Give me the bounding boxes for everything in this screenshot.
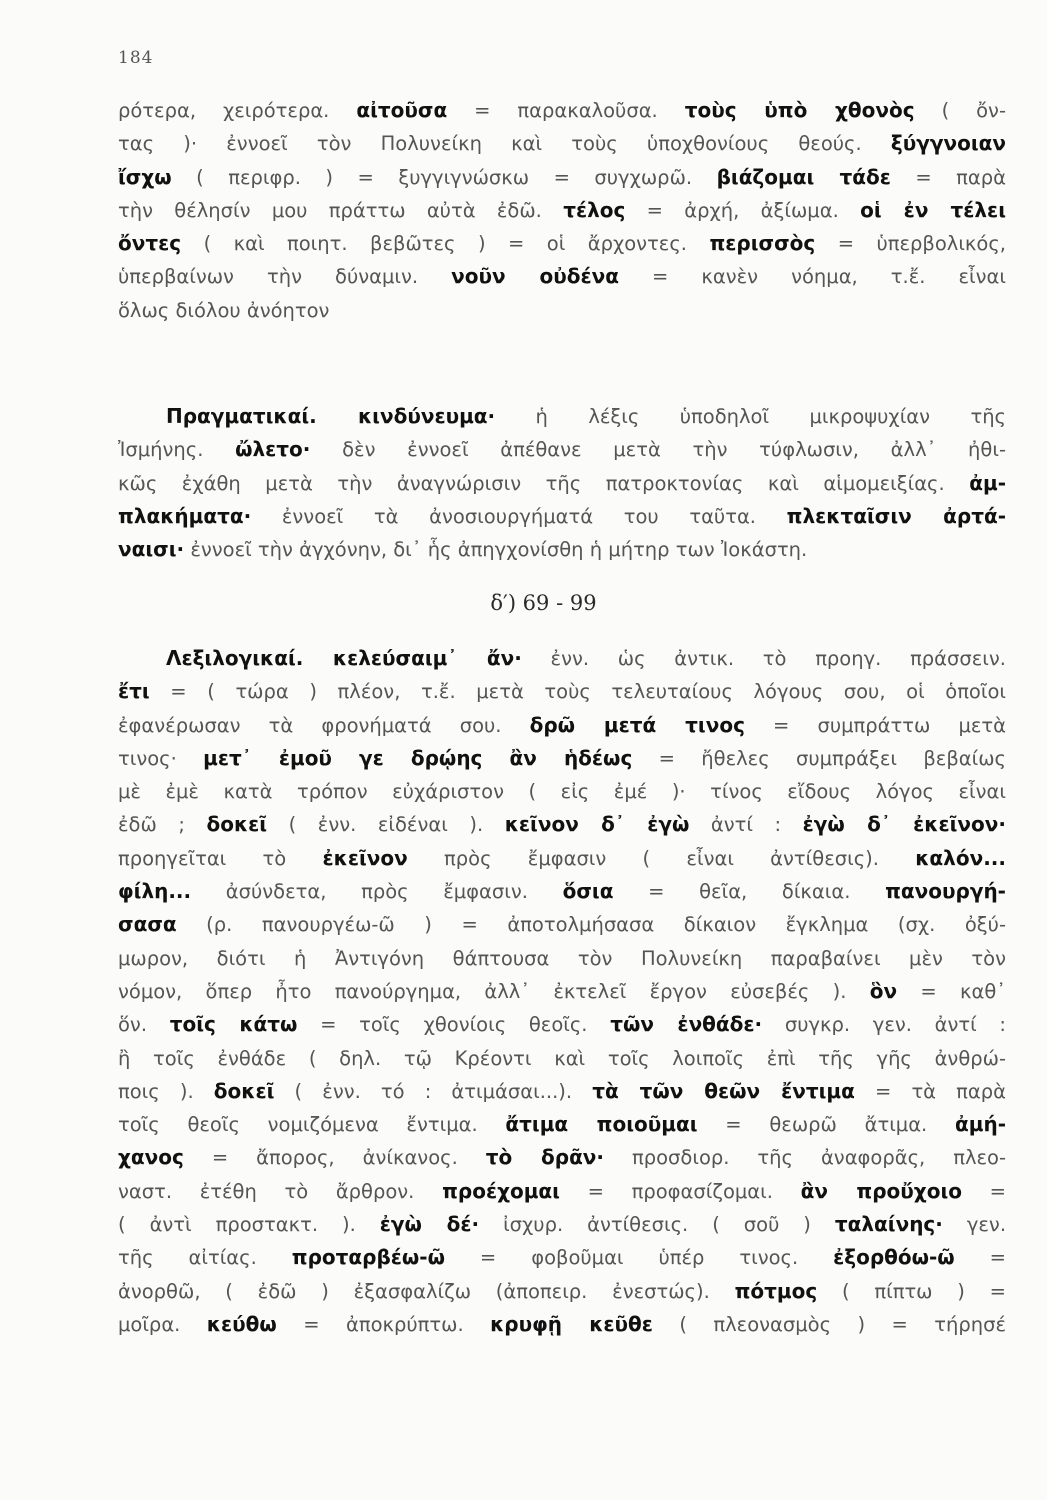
headword: τῶν ἐνθάδε· (610, 1012, 763, 1037)
headword: ξύγγνοιαν (890, 131, 1006, 156)
gloss-text: = ἀποκρύπτω. (276, 1312, 491, 1336)
gloss-text: (ρ. πανουργέω-ῶ ) = ἀποτολμήσασα δίκαιον ἔγκλημα (σχ. ὀξύ- (176, 913, 1006, 937)
text-line (118, 842, 1006, 875)
headword: δοκεῖ (206, 812, 268, 837)
text-block-2 (118, 400, 1006, 566)
text-line (118, 500, 1006, 533)
text-line (118, 260, 1006, 293)
headword: ἔτι (118, 679, 150, 704)
text-line (118, 675, 1006, 708)
gloss-text: = (954, 1246, 1006, 1270)
text-line (118, 194, 1006, 227)
text-line (118, 467, 1006, 500)
headword: τὸ δρᾶν· (485, 1145, 605, 1170)
headword: ὃν (869, 978, 898, 1003)
text-line (118, 1241, 1006, 1274)
gloss-text: τὴν θέλησίν μου πράττω αὐτὰ ἐδῶ. (118, 198, 564, 222)
gloss-text: τῆς αἰτίας. (118, 1246, 292, 1270)
gloss-text: ἀνορθῶ, ( ἐδῶ ) ἐξασφαλίζω (ἀποπειρ. ἐνεστώς). (118, 1279, 735, 1303)
headword: μετ᾽ ἐμοῦ γε δρῴης ἂν ἡδέως (203, 745, 633, 770)
headword: ἐγὼ δέ· (379, 1212, 480, 1237)
gloss-text: ἐδῶ ; (118, 813, 207, 837)
text-line (118, 1108, 1006, 1141)
gloss-text: δὲν ἐννοεῖ ἀπέθανε μετὰ τὴν τύφλωσιν, ἀλλ᾽ ἠθι- (310, 438, 1006, 462)
text-line (118, 775, 1006, 808)
text-line (118, 1175, 1006, 1208)
gloss-text: συγκρ. γεν. ἀντί : (762, 1013, 1006, 1037)
headword: πλακήματα· (118, 503, 252, 528)
headword: πλεκταῖσιν ἀρτά- (786, 503, 1007, 528)
text-line (118, 94, 1006, 127)
text-line (118, 908, 1006, 941)
headword: ἂν προὔχοιο (800, 1178, 962, 1203)
gloss-text: μοῖρα. (118, 1312, 207, 1336)
gloss-text: ἰσχυρ. ἀντίθεσις. ( σοῦ ) (479, 1213, 835, 1237)
text-line (118, 1308, 1006, 1341)
gloss-text: ( ἀντὶ προστακτ. ). (118, 1213, 380, 1237)
gloss-text: = φοβοῦμαι ὑπέρ τινος. (444, 1246, 834, 1270)
gloss-text: ἐνν. ὡς ἀντικ. τὸ προηγ. πράσσειν. (521, 647, 1006, 670)
gloss-text: = παρὰ (890, 165, 1007, 189)
headword: ναισι· (118, 537, 185, 562)
gloss-text: ἐφανέρωσαν τὰ φρονήματά σου. (118, 713, 530, 737)
headword: ταλαίνης· (834, 1212, 943, 1237)
gloss-text: προσδιορ. τῆς ἀναφορᾶς, πλεο- (604, 1146, 1006, 1170)
text-line (118, 127, 1006, 160)
headword: κεύθω (206, 1311, 277, 1336)
headword: τοὺς ὑπὸ χθονὸς (684, 98, 915, 122)
headword: Λεξιλογικαί. κελεύσαιμ᾽ ἄν· (166, 646, 522, 670)
headword: πανουργή- (885, 879, 1006, 904)
text-block-3 (118, 642, 1006, 1341)
gloss-text: ( πλεονασμὸς ) = τήρησέ (652, 1312, 1006, 1336)
headword: οἱ ἐν τέλει (860, 197, 1006, 222)
gloss-text: ( ἐνν. εἰδέναι ). (267, 813, 505, 837)
text-line (118, 400, 1006, 433)
text-block-1 (118, 94, 1006, 327)
gloss-text: γεν. (942, 1213, 1007, 1237)
gloss-text: ὅν. (118, 1013, 170, 1037)
headword: ἐκεῖνον (322, 845, 408, 870)
gloss-text: ( πίπτω ) = (817, 1279, 1006, 1303)
headword: ὤλετο· (235, 437, 311, 462)
headword: ἐγὼ δ᾽ ἐκεῖνον· (802, 812, 1006, 837)
headword: βιάζομαι τάδε (716, 164, 891, 189)
headword: αἰτοῦσα (356, 98, 448, 122)
text-line (118, 227, 1006, 260)
gloss-text: νόμον, ὅπερ ἦτο πανούργημα, ἀλλ᾽ ἐκτελεῖ ἔργον εὐσεβές ). (118, 979, 870, 1003)
gloss-text: ὑπερβαίνων τὴν δύναμιν. (118, 265, 452, 289)
gloss-text: μωρον, διότι ἡ Ἀντιγόνη θάπτουσα τὸν Πολυνείκη παραβαίνει μὲν τὸν (118, 946, 1006, 970)
gloss-text: ἀντί : (689, 813, 803, 837)
headword: κρυφῇ κεῦθε (490, 1311, 653, 1336)
gloss-text: ( περιφρ. ) = ξυγγιγνώσκω = συγχωρῶ. (171, 165, 717, 189)
section-heading: δ′) 69 - 99 (490, 591, 597, 615)
text-line (118, 875, 1006, 908)
text-line (118, 294, 1006, 327)
gloss-text: ρότερα, χειρότερα. (118, 99, 357, 122)
headword: ἄτιμα ποιοῦμαι (505, 1112, 698, 1137)
headword: Πραγματικαί. κινδύνευμα· (166, 404, 496, 428)
gloss-text: ποις ). (118, 1079, 214, 1103)
headword: πότμος (734, 1278, 818, 1303)
text-line (118, 161, 1006, 194)
gloss-text: ἡ λέξις ὑποδηλοῖ μικροψυχίαν τῆς (495, 405, 1006, 428)
text-line (118, 433, 1006, 466)
headword: προταρβέω-ῶ (291, 1245, 445, 1270)
gloss-text: = θεωρῶ ἄτιμα. (697, 1113, 955, 1137)
gloss-text: μὲ ἐμὲ κατὰ τρόπον εὐχάριστον ( εἰς ἐμέ )· τίνος εἴδους λόγος εἶναι (118, 780, 1006, 804)
text-line (118, 1275, 1006, 1308)
gloss-text: = τὰ παρὰ (854, 1079, 1006, 1103)
headword: δοκεῖ (213, 1078, 275, 1103)
gloss-text: ἢ τοῖς ἐνθάδε ( δηλ. τῷ Κρέοντι καὶ τοῖς λοιποῖς ἐπὶ τῆς γῆς ἀνθρώ- (118, 1046, 1006, 1070)
gloss-text: τοῖς θεοῖς νομιζόμενα ἔντιμα. (118, 1113, 506, 1137)
text-line (118, 1008, 1006, 1041)
gloss-text: πρὸς ἔμφασιν ( εἶναι ἀντίθεσις). (407, 846, 916, 870)
headword: ἴσχω (118, 164, 172, 189)
headword: ἀμ- (969, 470, 1006, 495)
gloss-text: ( καὶ ποιητ. βεβῶτες ) = οἱ ἄρχοντες. (181, 232, 710, 256)
headword: σασα (118, 912, 177, 937)
gloss-text: = ἤθελες συμπράξει βεβαίως (632, 746, 1006, 770)
headword: ὅσια (562, 879, 614, 904)
gloss-text: ( ἐνν. τό : ἀτιμάσαι...). (274, 1079, 593, 1103)
headword: δρῶ μετά τινος (529, 712, 745, 737)
gloss-text: = προφασίζομαι. (559, 1179, 801, 1203)
headword: ἐξορθόω-ῶ (833, 1245, 955, 1270)
headword: χανος (118, 1145, 184, 1170)
headword: κεῖνον δ᾽ ἐγὼ (504, 812, 690, 837)
gloss-text: = ἀρχή, ἀξίωμα. (625, 198, 861, 222)
gloss-text: τας )· ἐννοεῖ τὸν Πολυνείκη καὶ τοὺς ὑποχθονίους θεούς. (118, 132, 891, 156)
headword: τὰ τῶν θεῶν ἔντιμα (592, 1078, 855, 1103)
text-line (118, 533, 1006, 566)
gloss-text: = ἄπορος, ἀνίκανος. (183, 1146, 486, 1170)
gloss-text: ὅλως διόλου ἀνόητον (118, 298, 330, 322)
headword: ἀμή- (955, 1112, 1006, 1137)
text-line (118, 1141, 1006, 1174)
gloss-text: Ἰσμήνης. (118, 438, 236, 462)
gloss-text: προηγεῖται τὸ (118, 846, 323, 870)
headword: περισσὸς (709, 231, 816, 256)
gloss-text: = κανὲν νόημα, τ.ἔ. εἶναι (618, 265, 1007, 289)
gloss-text: = παρακαλοῦσα. (447, 99, 685, 122)
gloss-text: = καθ᾽ (897, 979, 1006, 1003)
headword: προέχομαι (442, 1178, 560, 1203)
headword: τέλος (563, 197, 626, 222)
gloss-text: ἐννοεῖ τὰ ἀνοσιουργήματά του ταῦτα. (251, 504, 787, 528)
headword: νοῦν οὐδένα (451, 264, 619, 289)
gloss-text: τινος· (118, 746, 204, 770)
text-line (118, 975, 1006, 1008)
gloss-text: ναστ. ἐτέθη τὸ ἄρθρον. (118, 1179, 443, 1203)
headword: ὄντες (118, 231, 182, 256)
gloss-text: = (961, 1179, 1006, 1203)
gloss-text: ἐννοεῖ τὴν ἀγχόνην, δι᾽ ἧς ἀπηγχονίσθη ἡ μήτηρ των Ἰοκάστη. (184, 538, 808, 562)
headword: τοῖς κάτω (169, 1012, 298, 1037)
gloss-text: = ( τώρα ) πλέον, τ.ἔ. μετὰ τοὺς τελευταίους λόγους σου, οἱ ὁποῖοι (149, 680, 1006, 704)
text-line (118, 709, 1006, 742)
gloss-text: ἀσύνδετα, πρὸς ἔμφασιν. (191, 880, 563, 904)
gloss-text: = τοῖς χθονίοις θεοῖς. (297, 1013, 611, 1037)
gloss-text: κῶς ἐχάθη μετὰ τὴν ἀναγνώρισιν τῆς πατροκτονίας καὶ αἱμομειξίας. (118, 471, 970, 495)
text-line (118, 1208, 1006, 1241)
page-number: 184 (118, 48, 154, 68)
text-line (118, 808, 1006, 841)
text-line (118, 642, 1006, 675)
gloss-text: = ὑπερβολικός, (815, 232, 1006, 256)
gloss-text: ( ὄν- (914, 99, 1006, 122)
text-line (118, 742, 1006, 775)
headword: φίλη... (118, 879, 192, 904)
text-line (118, 1075, 1006, 1108)
gloss-text: = θεῖα, δίκαια. (613, 880, 886, 904)
text-line (118, 942, 1006, 975)
headword: καλόν... (915, 845, 1006, 870)
text-line (118, 1042, 1006, 1075)
gloss-text: = συμπράττω μετὰ (744, 713, 1006, 737)
